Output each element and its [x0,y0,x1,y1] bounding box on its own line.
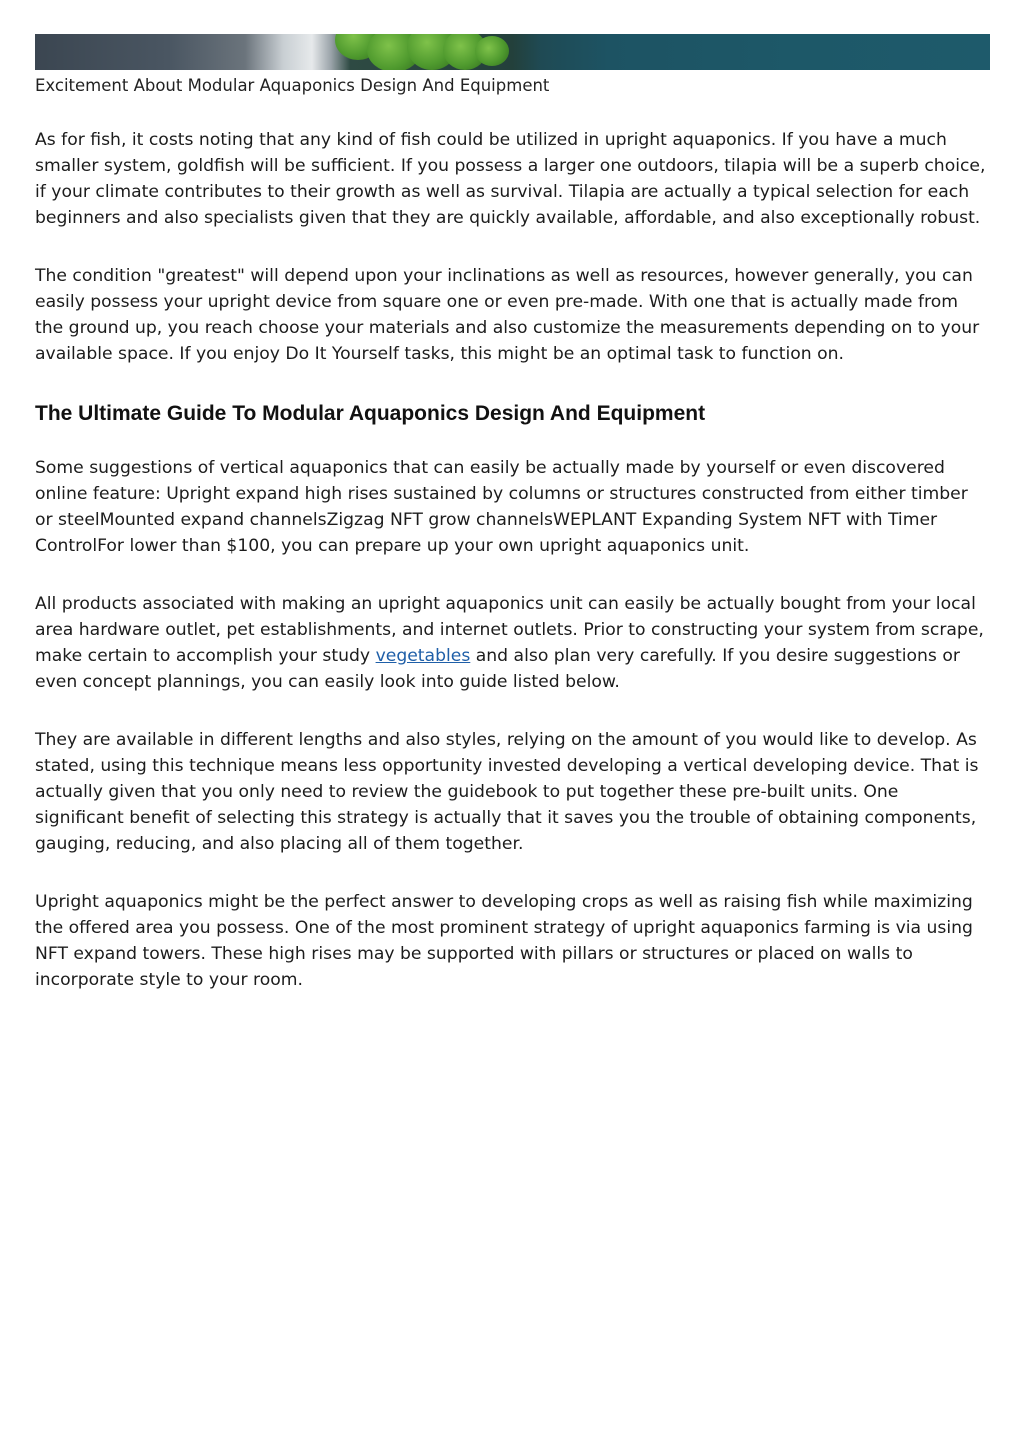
image-caption: Excitement About Modular Aquaponics Design And Equipment [35,76,550,95]
paragraph-products-text-start: All products associated with making an upright aquaponics unit can easily be actually bought from your local area hardware outlet, pet establishments, and internet outlets. Prior to constructing your system from scrape, make certain to accomplish your study [35,594,984,666]
document-page [35,34,990,993]
paragraph-products [35,591,990,695]
paragraph-products-text-end: and also plan very carefully. If you desire suggestions or even concept plannings, you can easily look into guide listed below. [35,646,960,692]
vegetables-link[interactable]: vegetables [375,646,471,666]
plant-leaf-shape [475,36,509,66]
paragraph-greatest: The condition "greatest" will depend upon your inclinations as well as resources, however generally, you can easily possess your upright device from square one or even pre-made. With one that is actually made from the ground up, you reach choose your materials and also customize the measurements depending on to your available space. If you enjoy Do It Yourself tasks, this might be an optimal task to function on. [35,266,980,364]
paragraph-suggestions: Some suggestions of vertical aquaponics that can easily be actually made by yourself or even discovered online feature: Upright expand high rises sustained by columns or structures constructed from either timber or steelMounted expand channelsZigzag NFT grow channelsWEPLANT Expanding System NFT with Timer ControlFor lower than $100, you can prepare up your own upright aquaponics unit. [35,458,968,556]
header-photo-banner [35,34,990,70]
paragraph-lengths: They are available in different lengths and also styles, relying on the amount of you would like to develop. As stated, using this technique means less opportunity invested developing a vertical developing device. That is actually given that you only need to review the guidebook to put together these pre-built units. One significant benefit of selecting this strategy is actually that it saves you the trouble of obtaining components, gauging, reducing, and also placing all of them together. [35,730,979,854]
section-heading: The Ultimate Guide To Modular Aquaponics Design And Equipment [35,402,706,425]
paragraph-fish: As for fish, it costs noting that any kind of fish could be utilized in upright aquaponics. If you have a much smaller system, goldfish will be sufficient. If you possess a larger one outdoors, tilapia will be a superb choice, if your climate contributes to their growth as well as survival. Tilapia are actually a typical selection for each beginners and also specialists given that they are quickly available, affordable, and also exceptionally robust. [35,130,986,228]
paragraph-perfect-answer: Upright aquaponics might be the perfect answer to developing crops as well as raising fish while maximizing the offered area you possess. One of the most prominent strategy of upright aquaponics farming is via using NFT expand towers. These high rises may be supported with pillars or structures or placed on walls to incorporate style to your room. [35,892,973,990]
